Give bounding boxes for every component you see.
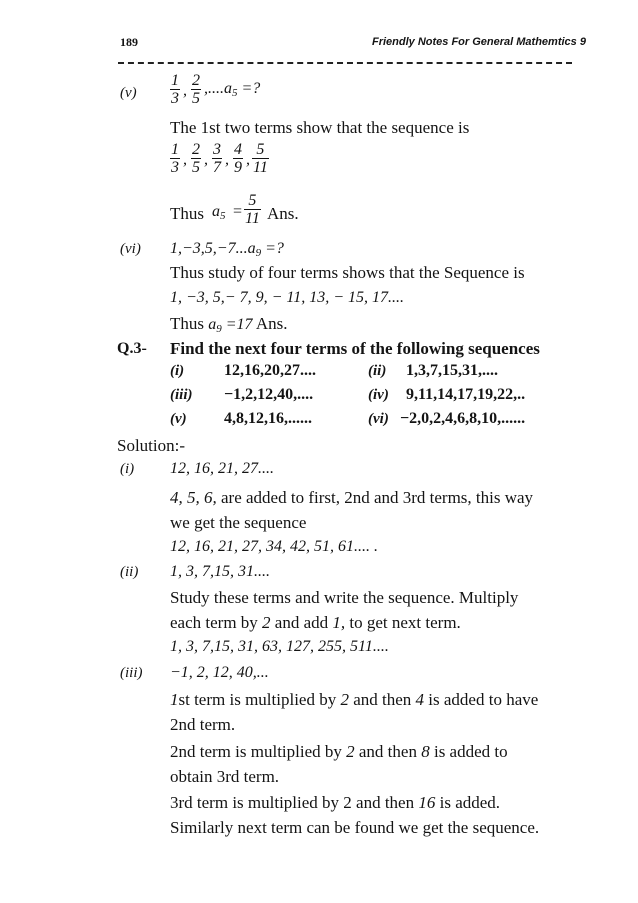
part-vi-thus-line: Thus $a_9 =17$ Ans. [170,314,288,335]
part-v-seq-term: $\frac{1}{3}$ [171,141,179,176]
solution-iii-line-4: obtain 3rd term. [170,767,280,786]
page-number: 189 [120,35,138,49]
part-v-seq-term: $\frac{5}{11}$ [253,141,268,176]
solution-iii-line-6: Similarly next term can be found we get the sequence. [170,818,540,837]
solution-iii-sequence: −1, 2, 12, 40,... [170,664,269,681]
part-v-ans: Ans. [267,204,299,223]
part-vi-expression: $1,-3,5,-7...a_9$ =? [170,240,284,259]
solution-i-line-2: we get the sequence [170,513,307,532]
q3-item-label: (v) [170,411,187,427]
solution-ii-result: 1, 3, 7,15, 31, 63, 127, 255, 511.... [170,638,389,655]
solution-ii-label: (ii) [120,564,139,580]
part-v-fraction-2 [191,72,201,107]
solution-iii-line-5: 3rd term is multiplied by 2 and then 16 is added. [170,793,501,812]
question-number: Q.3- [117,340,147,357]
fraction-denominator: 3 [171,90,179,107]
solution-i-label: (i) [120,461,135,477]
q3-item-label: (iii) [170,387,193,403]
part-v-seq-term: $\frac{3}{7}$ [213,141,221,176]
q3-item-label: (iv) [368,387,389,403]
part-v-answer-fraction: $\frac{5}{11}$ [245,192,260,227]
part-v-fraction-1 [170,72,180,107]
solution-i-line-1: 4, 5, 6, are added to first, 2nd and 3rd terms, this way [170,488,534,507]
part-v-equals: = [233,203,243,220]
solution-ii-sequence: 1, 3, 7,15, 31.... [170,563,270,580]
fraction-numerator: 1 [171,72,179,89]
q3-item-sequence: −1,2,12,40,.... [224,386,314,403]
q3-item-sequence: 1,3,7,15,31,.... [406,362,498,379]
solution-iii-line-3: 2nd term is multiplied by 2 and then 8 is added to [170,742,508,761]
q3-item-label: (i) [170,363,185,379]
solution-i-result: 12, 16, 21, 27, 34, 42, 51, 61.... . [170,538,378,555]
fraction-numerator: 2 [192,72,200,89]
part-v-a5: $a_5$ [212,203,226,222]
q3-item-sequence: 12,16,20,27.... [224,362,316,379]
q3-item-sequence: 9,11,14,17,19,22,.. [406,386,526,403]
q3-item-label: (vi) [368,411,389,427]
part-vi-label: (vi) [120,241,141,257]
part-vi-sequence: 1, −3, 5,− 7, 9, − 11, 13, − 15, 17.... [170,289,404,306]
part-v-line-1: The 1st two terms show that the sequence is [170,118,470,137]
q3-item-label: (ii) [368,363,387,379]
part-v-seq-term: $\frac{4}{9}$ [234,141,242,176]
part-v-expression-tail: $,....a_5$ =? [204,80,261,99]
solution-iii-line-2: 2nd term. [170,715,236,734]
part-v-thus: Thus [170,204,204,223]
q3-item-sequence: 4,8,12,16,...... [224,410,312,427]
question-title: Find the next four terms of the following sequences [170,339,540,358]
header-divider [118,62,572,64]
part-v-seq-term: $\frac{2}{5}$ [192,141,200,176]
fraction-denominator: 5 [192,90,200,107]
solution-i-sequence: 12, 16, 21, 27.... [170,460,274,477]
solution-iii-line-1: 1st term is multiplied by 2 and then 4 is added to have [170,690,539,709]
solution-ii-line-2: each term by 2 and add 1, to get next term. [170,613,461,632]
book-title: Friendly Notes For General Mathemtics 9 [372,36,586,48]
q3-item-sequence: −2,0,2,4,6,8,10,...... [400,410,526,427]
solution-heading: Solution:- [117,436,186,455]
part-vi-line-1: Thus study of four terms shows that the Sequence is [170,263,525,282]
solution-ii-line-1: Study these terms and write the sequence. Multiply [170,588,519,607]
solution-iii-label: (iii) [120,665,143,681]
part-v-label: (v) [120,85,137,101]
